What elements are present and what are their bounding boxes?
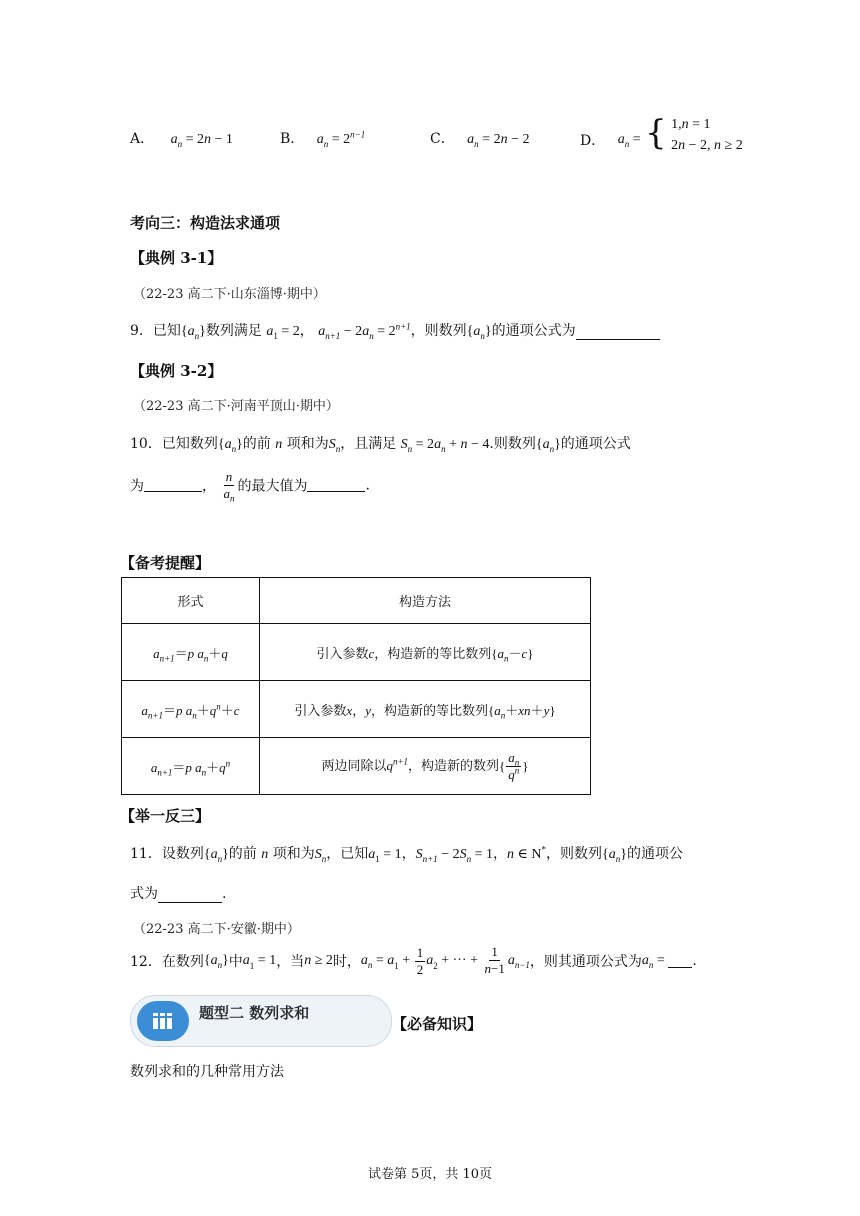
- option-c: C． $a_n = 2n - 2$: [430, 131, 530, 149]
- table-row: [122, 624, 591, 681]
- table-cell: 两边同除以$q^{n+1}$，构造新的数列{ $\frac{a_n}{q^n}$ }: [260, 738, 591, 795]
- answer-blank: [307, 479, 365, 492]
- option-a: A． $a_n = 2n - 1$: [130, 131, 233, 149]
- table-row: [122, 681, 591, 738]
- question-12: 12．在数列$\{a_n\}$中$a_1 = 1$，当n ≥ 2时，$a_n = a_1$ + $\frac{1}{2}$ $a_2$ + ··· + $\frac{1}{n-1}$ $a_{n-1}$，则其通项公式为$a_n$ = .: [130, 944, 697, 977]
- table-row: [122, 738, 591, 795]
- source-note: （22-23 高二下·安徽·期中）: [133, 922, 300, 937]
- question-11-cont: 式为 .: [130, 886, 227, 902]
- answer-blank: [576, 327, 660, 340]
- answer-blank: [158, 890, 222, 903]
- practice-title: 【举一反三】: [120, 807, 211, 825]
- table-cell: 引入参数x，y，构造新的等比数列$\{a_n+xn+y\}$: [260, 681, 591, 738]
- knowledge-text: 数列求和的几种常用方法: [130, 1064, 284, 1080]
- knowledge-title: 【必备知识】: [392, 1015, 483, 1033]
- table-cell: $a_{n+1}=p$ $a_n+q$: [122, 624, 260, 681]
- answer-blank: [668, 955, 692, 968]
- tips-title: 【备考提醒】: [120, 554, 211, 572]
- section-banner: [130, 995, 392, 1047]
- example-label: 【典例 3-1】: [130, 249, 223, 267]
- table-cell: 引入参数c，构造新的等比数列$\{a_n-c\}$: [260, 624, 591, 681]
- banner-title: 题型二 数列求和: [199, 1004, 310, 1022]
- source-note: （22-23 高二下·河南平顶山·期中）: [133, 399, 339, 414]
- answer-blank: [144, 479, 202, 492]
- table-cell: $a_{n+1}=p$ $a_n+q^n$: [122, 738, 260, 795]
- table-cell: $a_{n+1}=p$ $a_n+q^n+c$: [122, 681, 260, 738]
- tips-table: [121, 577, 591, 795]
- question-10-cont: 为 ， $\frac{n}{a_n}$ 的最大值为 .: [130, 469, 370, 504]
- section-title: 考向三：构造法求通项: [130, 214, 281, 232]
- table-header: 形式: [122, 578, 260, 624]
- option-b: B． $a_n = 2^{n-1}$: [280, 129, 366, 149]
- question-9: 9．已知$\{a_n\}$数列满足 $a_1 = 2$， $a_{n+1} - 2a_n = 2^{n+1}$，则数列$\{a_n\}$的通项公式为: [130, 320, 660, 340]
- table-header: 构造方法: [260, 578, 591, 624]
- banner-icon-bg: [137, 1001, 189, 1041]
- option-d: D． $a_n$ = { 1,n = 1 2n − 2, n ≥ 2: [580, 113, 743, 153]
- example-label: 【典例 3-2】: [130, 362, 223, 380]
- question-10: 10．已知数列$\{a_n\}$的前 n 项和为$S_n$，且满足 $S_n = 2a_n + n - 4$.则数列$\{a_n\}$的通项公式: [130, 436, 631, 454]
- table-row: [122, 578, 591, 624]
- question-11: 11．设数列$\{a_n\}$的前 n 项和为$S_n$，已知$a_1 = 1$，$S_{n+1} - 2S_n = 1$，n ∈ N*，则数列$\{a_n\}$的通项公: [130, 844, 683, 864]
- source-note: （22-23 高二下·山东淄博·期中）: [133, 287, 326, 302]
- page-footer: 试卷第 5页，共 10页: [367, 1167, 493, 1182]
- books-icon: [137, 1001, 189, 1041]
